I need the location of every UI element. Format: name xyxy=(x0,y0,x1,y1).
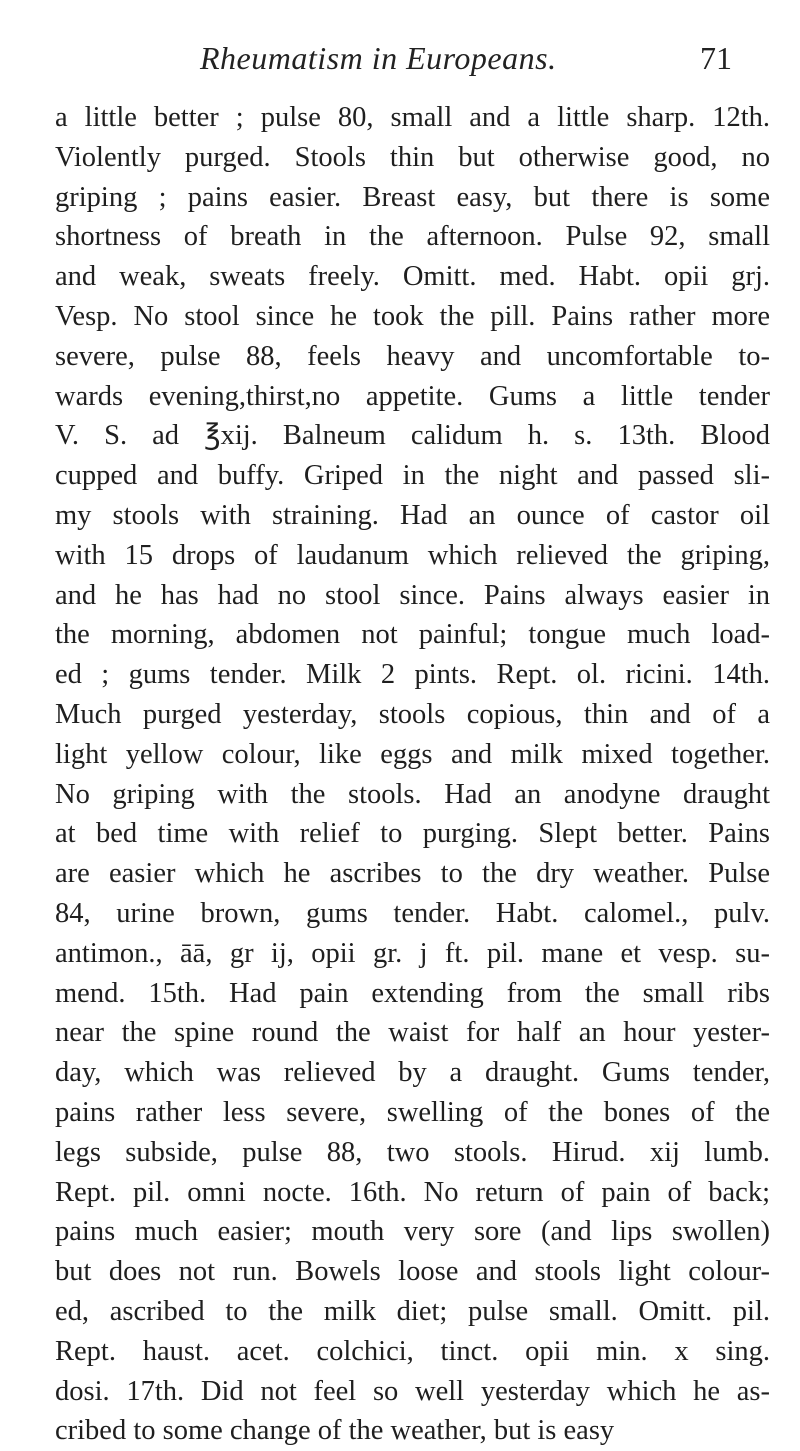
text-line: legs subside, pulse 88, two stools. Hirud. xij lumb. xyxy=(55,1136,770,1168)
text-line: light yellow colour, like eggs and milk mixed together. xyxy=(55,738,770,770)
page-number: 71 xyxy=(700,40,732,76)
text-line: Violently purged. Stools thin but otherwise good, no xyxy=(55,141,770,173)
text-line: pains rather less severe, swelling of the bones of the xyxy=(55,1096,770,1128)
text-line: severe, pulse 88, feels heavy and uncomfortable to- xyxy=(55,340,770,372)
text-line: with 15 drops of laudanum which relieved the griping, xyxy=(55,539,770,571)
text-line: ed, ascribed to the milk diet; pulse small. Omitt. pil. xyxy=(55,1295,770,1327)
text-line: cupped and buffy. Griped in the night and passed sli- xyxy=(55,460,770,492)
text-line: ed ; gums tender. Milk 2 pints. Rept. ol. ricini. 14th. xyxy=(55,659,770,691)
text-line: V. S. ad ℥xij. Balneum calidum h. s. 13th. Blood xyxy=(55,420,770,452)
text-line: but does not run. Bowels loose and stools light colour- xyxy=(55,1256,770,1288)
text-line: cribed to some change of the weather, but is easy xyxy=(55,1415,615,1447)
text-line: antimon., āā, gr ij, opii gr. j ft. pil. mane et vesp. su- xyxy=(55,937,770,969)
text-line: near the spine round the waist for half an hour yester- xyxy=(55,1017,770,1049)
text-line: dosi. 17th. Did not feel so well yesterday which he as- xyxy=(55,1375,770,1407)
text-line: are easier which he ascribes to the dry weather. Pulse xyxy=(55,858,770,890)
running-title: Rheumatism in Europeans. xyxy=(200,40,557,76)
text-line: wards evening,thirst,no appetite. Gums a little tender xyxy=(55,380,770,412)
text-line: griping ; pains easier. Breast easy, but there is some xyxy=(55,181,770,213)
text-line: Vesp. No stool since he took the pill. Pains rather more xyxy=(55,300,770,332)
text-line: day, which was relieved by a draught. Gums tender, xyxy=(55,1057,770,1089)
running-header xyxy=(0,40,800,86)
text-line: at bed time with relief to purging. Slept better. Pains xyxy=(55,818,770,850)
text-line: 84, urine brown, gums tender. Habt. calomel., pulv. xyxy=(55,897,770,929)
text-line: a little better ; pulse 80, small and a little sharp. 12th. xyxy=(55,102,770,133)
text-line: and weak, sweats freely. Omitt. med. Habt. opii grj. xyxy=(55,261,770,293)
text-line: and he has had no stool since. Pains always easier in xyxy=(55,579,770,611)
text-line: No griping with the stools. Had an anodyne draught xyxy=(55,778,770,810)
text-line: the morning, abdomen not painful; tongue much load- xyxy=(55,619,770,651)
text-line: pains much easier; mouth very sore (and lips swollen) xyxy=(55,1216,770,1248)
text-line: my stools with straining. Had an ounce of castor oil xyxy=(55,499,770,531)
text-line: Rept. pil. omni nocte. 16th. No return of pain of back; xyxy=(55,1176,770,1208)
text-line: shortness of breath in the afternoon. Pulse 92, small xyxy=(55,221,770,253)
text-line: Much purged yesterday, stools copious, thin and of a xyxy=(55,698,770,730)
text-line: Rept. haust. acet. colchici, tinct. opii min. x sing. xyxy=(55,1335,770,1367)
body-text xyxy=(55,98,770,1451)
text-line: mend. 15th. Had pain extending from the small ribs xyxy=(55,977,770,1009)
